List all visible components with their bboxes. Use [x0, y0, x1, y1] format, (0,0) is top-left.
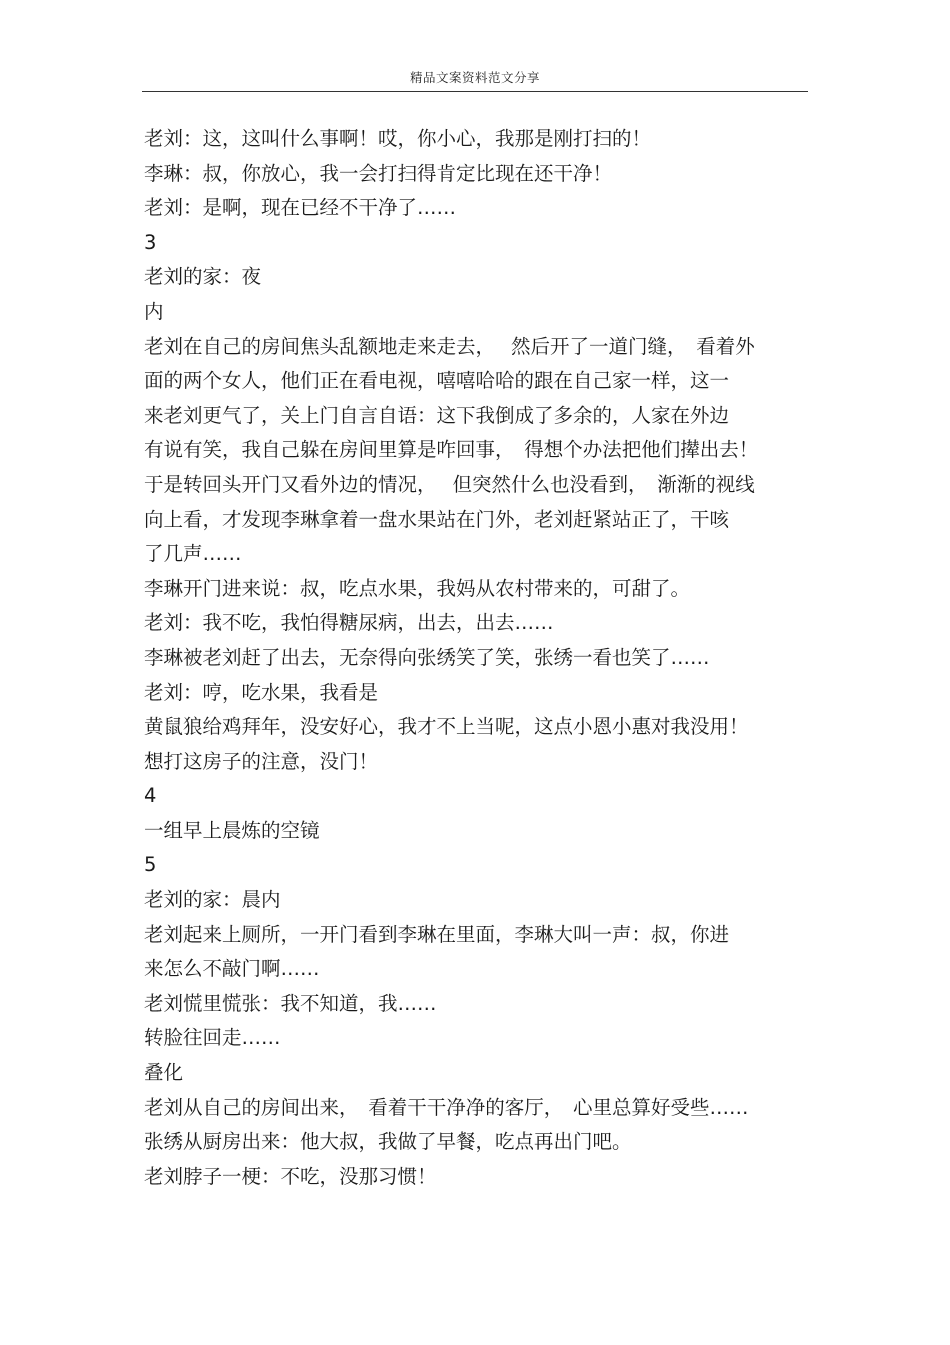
page-header [142, 60, 808, 92]
text-line: 黄鼠狼给鸡拜年，没安好心，我才不上当呢，这点小恩小惠对我没用！ [144, 715, 749, 739]
text-line: 老刘慌里慌张：我不知道，我…… [144, 991, 437, 1015]
script-body [144, 122, 808, 1194]
text-line: 张绣从厨房出来：他大叔，我做了早餐，吃点再出门吧。 [144, 1130, 632, 1154]
text-line: 了几声…… [144, 542, 242, 566]
scene-heading: 老刘的家：夜 [144, 265, 262, 289]
text-line: 老刘：我不吃，我怕得糖尿病，出去，出去…… [144, 611, 554, 635]
text-line: 老刘脖子一梗：不吃，没那习惯！ [144, 1164, 437, 1188]
scene-heading: 老刘的家：晨内 [144, 888, 281, 912]
scene-number: 3 [144, 230, 157, 254]
text-line: 老刘起来上厕所，一开门看到李琳在里面，李琳大叫一声：叔，你进 [144, 922, 730, 946]
text-line: 来怎么不敲门啊…… [144, 957, 320, 981]
text-line: 一组早上晨炼的空镜 [144, 818, 320, 842]
scene-number: 5 [144, 853, 157, 877]
text-line: 想打这房子的注意，没门！ [144, 749, 379, 773]
text-line: 老刘在自己的房间焦头乱额地走来走去， 然后开了一道门缝， 看着外 [144, 334, 755, 358]
transition-line: 叠化 [144, 1061, 184, 1085]
header-title: 精品文案资料范文分享 [409, 70, 540, 85]
scene-heading: 内 [144, 299, 164, 323]
text-line: 向上看，才发现李琳拿着一盘水果站在门外，老刘赶紧站正了，干咳 [144, 507, 730, 531]
text-line: 老刘从自己的房间出来， 看着干干净净的客厅， 心里总算好受些…… [144, 1095, 749, 1119]
text-line: 老刘：哼，吃水果，我看是 [144, 680, 379, 704]
text-line: 老刘：这，这叫什么事啊！哎，你小心，我那是刚打扫的！ [144, 127, 652, 150]
header-divider [142, 91, 808, 92]
text-line: 有说有笑，我自己躲在房间里算是咋回事， 得想个办法把他们撵出去！ [144, 438, 759, 462]
text-line: 李琳：叔，你放心，我一会打扫得肯定比现在还干净！ [144, 161, 613, 185]
text-line: 面的两个女人，他们正在看电视，嘻嘻哈哈的跟在自己家一样，这一 [144, 369, 730, 393]
scene-number: 4 [144, 784, 157, 808]
text-line: 转脸往回走…… [144, 1026, 281, 1050]
text-line: 来老刘更气了，关上门自言自语：这下我倒成了多余的，人家在外边 [144, 403, 730, 427]
text-line: 于是转回头开门又看外边的情况， 但突然什么也没看到， 渐渐的视线 [144, 472, 755, 496]
text-line: 李琳被老刘赶了出去，无奈得向张绣笑了笑，张绣一看也笑了…… [144, 645, 710, 669]
text-line: 老刘：是啊，现在已经不干净了…… [144, 196, 457, 220]
text-line: 李琳开门进来说：叔，吃点水果，我妈从农村带来的，可甜了。 [144, 576, 691, 600]
